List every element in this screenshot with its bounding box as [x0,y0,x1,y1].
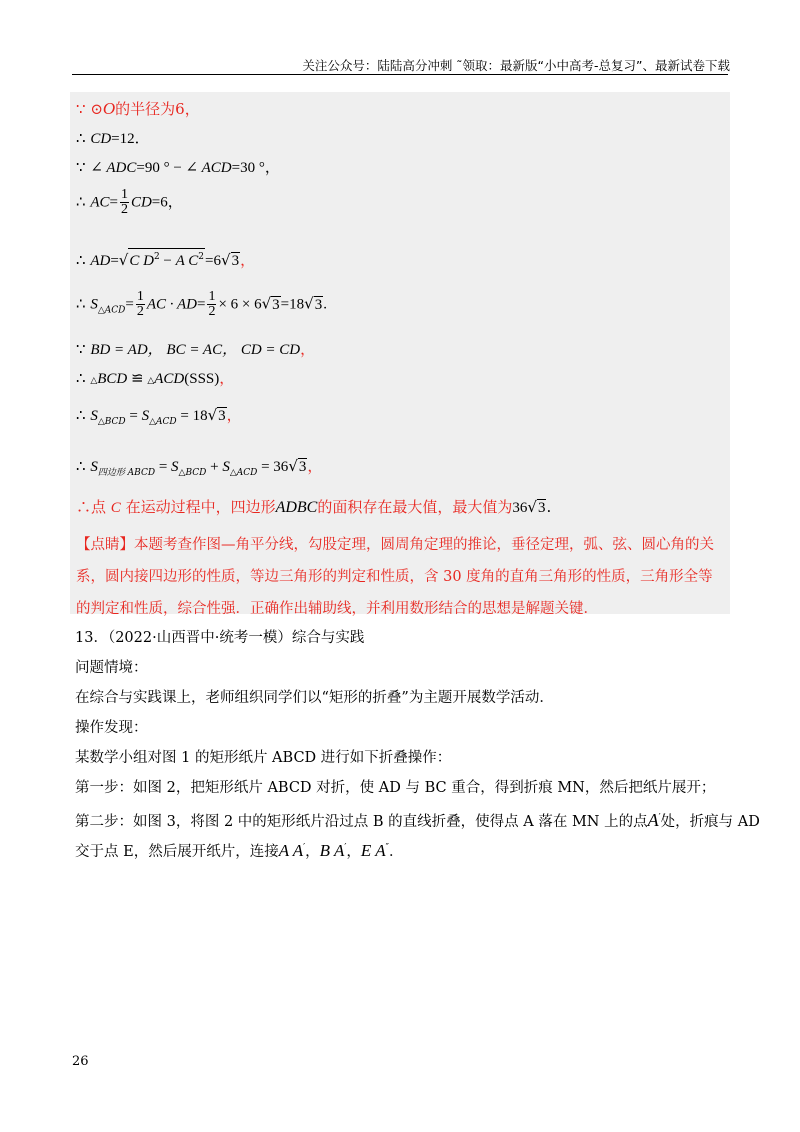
subscript: △ACD [97,305,126,316]
math: A [647,809,659,830]
radicand: C $D^2 - A$ $C^2$ [128,248,205,269]
text: 的面积存在最大值，最大值为 [317,498,513,516]
problem-block [75,623,760,863]
therefore-symbol: ∴ [76,457,91,475]
radicand: 3 [218,408,226,424]
comma: ， [307,457,323,475]
fraction: $\frac{1}{2}$ [120,187,128,217]
solution-conclusion [76,496,551,517]
because-symbol: ∵ [76,100,91,118]
radical: √ [118,251,129,269]
math: 36 [512,500,528,516]
therefore-symbol: ∴ [76,294,91,313]
math: ∠ ADC [90,160,137,176]
solution-line-3 [76,156,280,177]
subscript: 四边形 ABCD [97,468,156,478]
subscript: △ACD [229,468,258,478]
math: CD [90,131,112,147]
math: = [125,296,134,313]
math: BD = AD， BC = AC， CD = CD [90,342,301,358]
math: . [323,296,327,313]
because-symbol: ∵ [76,340,91,358]
text: ， [346,843,361,860]
text: 处，折痕与 AD [660,813,760,830]
math: = [110,253,119,269]
paragraph: 在综合与实践课上，老师组织同学们以“矩形的折叠”为主题开展数学活动． [75,690,554,706]
page-header: 关注公众号：陆陆高分冲刺 ˜领取：最新版“小中高考-总复习”、最新试卷下载 [302,58,730,73]
page-number: 26 [72,1054,89,1069]
math: E A [360,840,386,860]
math: =90 ° − [136,160,186,176]
text: ∴点 [76,498,111,516]
therefore-symbol: ∴ [76,251,91,269]
math: = [155,459,172,475]
comma: ， [300,340,316,358]
area-symbol: S [90,296,98,313]
solution-line-4 [76,188,183,217]
problem-title: 13．（2022·山西晋中·统考一模）综合与实践 [75,630,365,646]
radicand: 3 [314,296,323,313]
text: 交于点 E，然后展开纸片，连接 [75,843,279,860]
therefore-symbol: ∴ [76,192,91,211]
math: CD [130,194,152,211]
radical: √ [288,457,298,475]
area-symbol: S [90,459,98,475]
math: =6， [151,194,183,211]
prime-mark: ′ [303,843,306,853]
math: =18 [280,296,305,313]
math: AC [90,194,110,211]
math: × 6 × 6 [218,296,262,313]
area-symbol: S [90,408,98,424]
math: ADBC [275,499,318,516]
solution-line-10 [76,455,322,478]
solution-line-1 [76,98,200,119]
solution-line-6 [76,290,327,319]
text: 在运动过程中，四边形 [120,498,276,516]
math: (SSS) [184,371,220,387]
radicand: 3 [231,253,240,269]
radical: √ [527,498,537,516]
text: 的半径为6， [115,100,200,118]
math: C [110,500,121,516]
radicand: 3 [537,500,546,516]
step-2-continued [75,833,735,863]
math: =6 [205,253,221,269]
math: = 36 [257,459,289,475]
prime-mark: ′ [344,843,347,853]
math: = [196,296,206,313]
radical: √ [221,251,231,269]
header-rule [72,74,728,75]
area-symbol: S [222,459,230,475]
therefore-symbol: ∴ [76,129,91,147]
paragraph: 某数学小组对图 1 的矩形纸片 ABCD 进行如下折叠操作： [75,750,452,766]
math: B A [319,840,345,860]
circle-name: O [102,99,116,118]
area-symbol: S [171,459,179,475]
math: = 18 [176,408,208,424]
math: A A [278,840,304,860]
math: BCD [97,371,128,387]
subscript: △BCD [178,468,207,478]
step-2 [75,803,760,833]
circle-symbol: ⊙ [90,102,103,118]
solution-line-8: ∴ △BCD ≌ △ACD(SSS)， [76,369,235,387]
math: = [109,194,118,211]
math: = [125,408,142,424]
radical: √ [261,294,272,313]
math: AC · AD [146,296,197,313]
text: 第二步：如图 3，将图 2 中的矩形纸片沿过点 B 的直线折叠，使得点 A 落在 MN 上的点 [75,813,648,830]
solution-line-7 [76,338,315,359]
section-heading: 问题情境： [75,660,148,676]
solution-line-2 [76,127,150,148]
text: . [546,498,552,516]
radical: √ [207,406,218,424]
prime-mark: ′ [658,813,661,823]
remark-paragraph: 【点睛】本题考查作图—角平分线，勾股定理，圆周角定理的推论，垂径定理，弧、弦、圆心角的关系，圆内接四边形的性质，等边三角形的判定和性质，含 30 度角的直角三角形的性质，三角形全等的判定和性质，综合性强．正确作出辅助线，并利用数形结合的思想是解题关键． [76,537,714,617]
subscript: △BCD [97,417,126,427]
math: ≌ [127,371,148,387]
section-heading: 操作发现： [75,720,148,736]
radicand: 3 [298,459,307,475]
math: ∠ ACD [185,160,232,176]
radical: √ [304,294,314,313]
therefore-symbol: ∴ [76,406,91,424]
text: ． [389,843,404,860]
fraction: $\frac{1}{2}$ [136,289,144,319]
comma: ， [219,369,235,387]
prime-mark: ″ [385,843,390,853]
subscript: △ACD [149,417,177,427]
math: AD [90,253,111,269]
therefore-symbol: ∴ [76,369,91,387]
solution-line-5 [76,248,255,270]
solution-line-9 [76,404,242,427]
text: ， [305,843,320,860]
math: + [206,459,223,475]
because-symbol: ∵ [76,158,91,176]
fraction: $\frac{1}{2}$ [208,289,216,319]
step-1: 第一步：如图 2，把矩形纸片 ABCD 对折，使 AD 与 BC 重合，得到折痕 MN，然后把纸片展开； [75,780,716,796]
area-symbol: S [141,408,150,424]
comma: ， [226,406,242,424]
radicand: 3 [272,296,280,313]
solution-block [70,92,730,617]
math: =30 °， [231,160,280,176]
comma: ， [240,251,256,269]
math: ACD [154,371,185,387]
math: =12． [111,131,150,147]
